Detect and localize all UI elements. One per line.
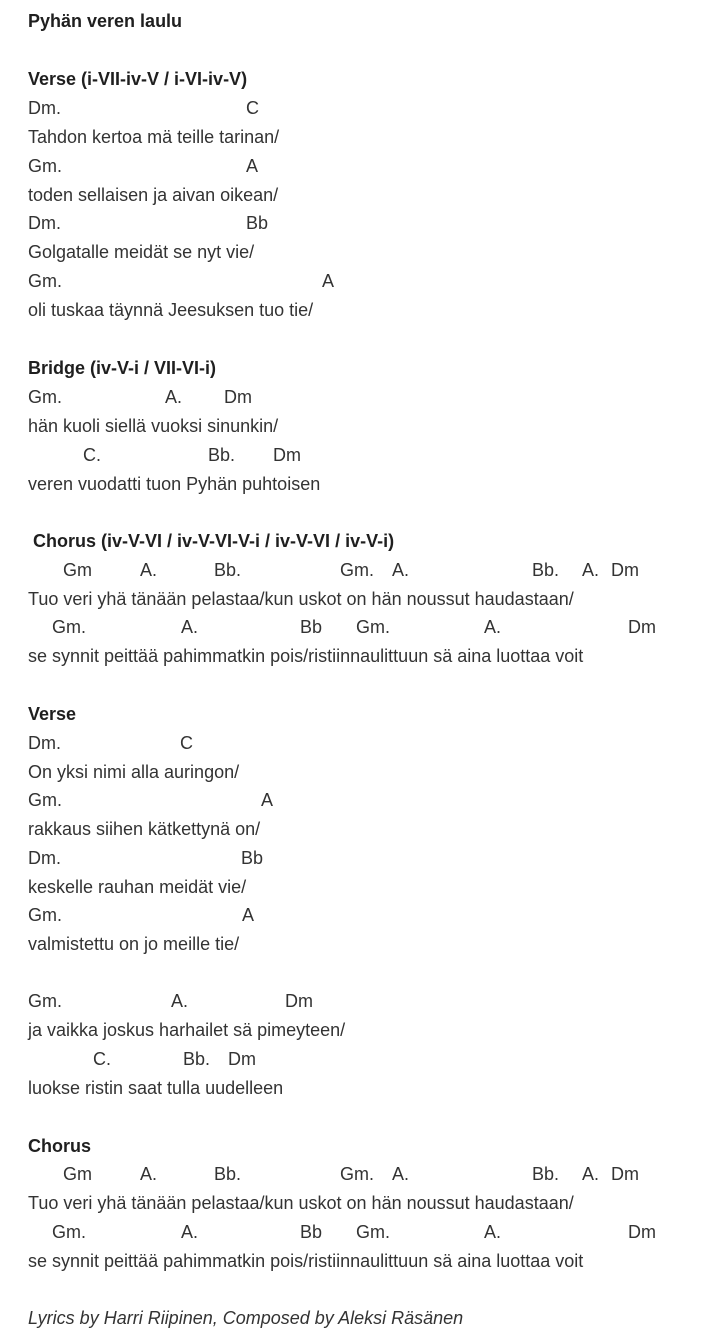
section-heading-verse-1: Verse (i-VII-iv-V / i-VI-iv-V) [28, 69, 248, 89]
lyric-line: oli tuskaa täynnä Jeesuksen tuo tie/ [28, 300, 314, 320]
chord: Bb. [214, 1164, 242, 1184]
chord: A. [181, 1222, 199, 1242]
chord: A. [140, 560, 158, 580]
section-heading-verse-2: Verse [28, 704, 77, 724]
lyric-line: Tuo veri yhä tänään pelastaa/kun uskot on hän noussut haudastaan/ [28, 589, 574, 609]
chord: A. [582, 560, 600, 580]
chord-line [0, 616, 715, 638]
chord: Gm. [52, 1222, 86, 1242]
chord: Gm. [28, 991, 62, 1011]
chord: Bb [300, 1222, 323, 1242]
chord: Gm [63, 560, 92, 580]
chord: Bb. [183, 1049, 211, 1069]
chord: Bb [246, 213, 269, 233]
chord: C. [83, 445, 101, 465]
chord: A [322, 271, 335, 291]
chord: A [261, 790, 274, 810]
chord: Bb. [208, 445, 236, 465]
chord: Bb. [532, 1164, 560, 1184]
chord: Dm [628, 1222, 656, 1242]
lyric-line: ja vaikka joskus harhailet sä pimeyteen/ [28, 1020, 346, 1040]
chord-line [0, 904, 715, 926]
chord: Dm [273, 445, 301, 465]
lyric-line: se synnit peittää pahimmatkin pois/ristiinnaulittuun sä aina luottaa voit [28, 1251, 584, 1271]
lyric-line: luokse ristin saat tulla uudelleen [28, 1078, 284, 1098]
chord: Gm. [28, 156, 62, 176]
chord: Gm. [356, 617, 390, 637]
chord: A. [484, 617, 502, 637]
lyric-line: Tuo veri yhä tänään pelastaa/kun uskot on hän noussut haudastaan/ [28, 1193, 574, 1213]
section-heading-chorus-1: Chorus (iv-V-VI / iv-V-VI-V-i / iv-V-VI / iv-V-i) [33, 531, 395, 551]
chord-line [0, 386, 715, 408]
chord-line [0, 990, 715, 1012]
chord: Gm. [28, 271, 62, 291]
chord-line [0, 212, 715, 234]
chord: Bb [300, 617, 323, 637]
chord: C. [93, 1049, 111, 1069]
chord: Dm [285, 991, 313, 1011]
chord: A. [582, 1164, 600, 1184]
chord: Dm [628, 617, 656, 637]
chord: Dm [224, 387, 252, 407]
chord-line [0, 1221, 715, 1243]
credits: Lyrics by Harri Riipinen, Composed by Aleksi Räsänen [28, 1308, 464, 1328]
chord: Gm [63, 1164, 92, 1184]
chord: Bb [241, 848, 264, 868]
chord: A. [392, 560, 410, 580]
chord-line [0, 732, 715, 754]
chord: Gm. [340, 1164, 374, 1184]
chord: A. [181, 617, 199, 637]
chord: Gm. [356, 1222, 390, 1242]
chord: Dm. [28, 213, 61, 233]
chord: A [246, 156, 259, 176]
song-title: Pyhän veren laulu [28, 11, 183, 31]
chord-line [0, 444, 715, 466]
chord: C [180, 733, 193, 753]
chord: A [242, 905, 255, 925]
chord-line [0, 559, 715, 581]
chord: C [246, 98, 259, 118]
chord: Dm [611, 1164, 639, 1184]
chord-line [0, 1163, 715, 1185]
section-heading-bridge: Bridge (iv-V-i / VII-VI-i) [28, 358, 217, 378]
chord-line [0, 155, 715, 177]
chord: A. [171, 991, 189, 1011]
lyric-line: keskelle rauhan meidät vie/ [28, 877, 247, 897]
chord: Gm. [28, 790, 62, 810]
chord: Gm. [52, 617, 86, 637]
section-heading-chorus-2: Chorus [28, 1136, 91, 1156]
chord: Gm. [340, 560, 374, 580]
lyric-line: toden sellaisen ja aivan oikean/ [28, 185, 279, 205]
chord: A. [140, 1164, 158, 1184]
chord: A. [165, 387, 183, 407]
chord: Dm [611, 560, 639, 580]
chord-line [0, 789, 715, 811]
chord: A. [392, 1164, 410, 1184]
chord-line [0, 1048, 715, 1070]
chord-line [0, 270, 715, 292]
chord: Bb. [532, 560, 560, 580]
lyric-line: Golgatalle meidät se nyt vie/ [28, 242, 255, 262]
lyric-line: rakkaus siihen kätkettynä on/ [28, 819, 261, 839]
lyric-line: veren vuodatti tuon Pyhän puhtoisen [28, 474, 321, 494]
lyric-line: valmistettu on jo meille tie/ [28, 934, 240, 954]
lyric-line: hän kuoli siellä vuoksi sinunkin/ [28, 416, 279, 436]
chord: Dm. [28, 98, 61, 118]
chord: Dm. [28, 848, 61, 868]
chord-line [0, 97, 715, 119]
lyric-line: se synnit peittää pahimmatkin pois/ristiinnaulittuun sä aina luottaa voit [28, 646, 584, 666]
chord: Gm. [28, 905, 62, 925]
lyric-line: Tahdon kertoa mä teille tarinan/ [28, 127, 280, 147]
chord: Bb. [214, 560, 242, 580]
chord: A. [484, 1222, 502, 1242]
lyric-line: On yksi nimi alla auringon/ [28, 762, 240, 782]
chord: Dm [228, 1049, 256, 1069]
chord: Gm. [28, 387, 62, 407]
chord-line [0, 847, 715, 869]
chord: Dm. [28, 733, 61, 753]
